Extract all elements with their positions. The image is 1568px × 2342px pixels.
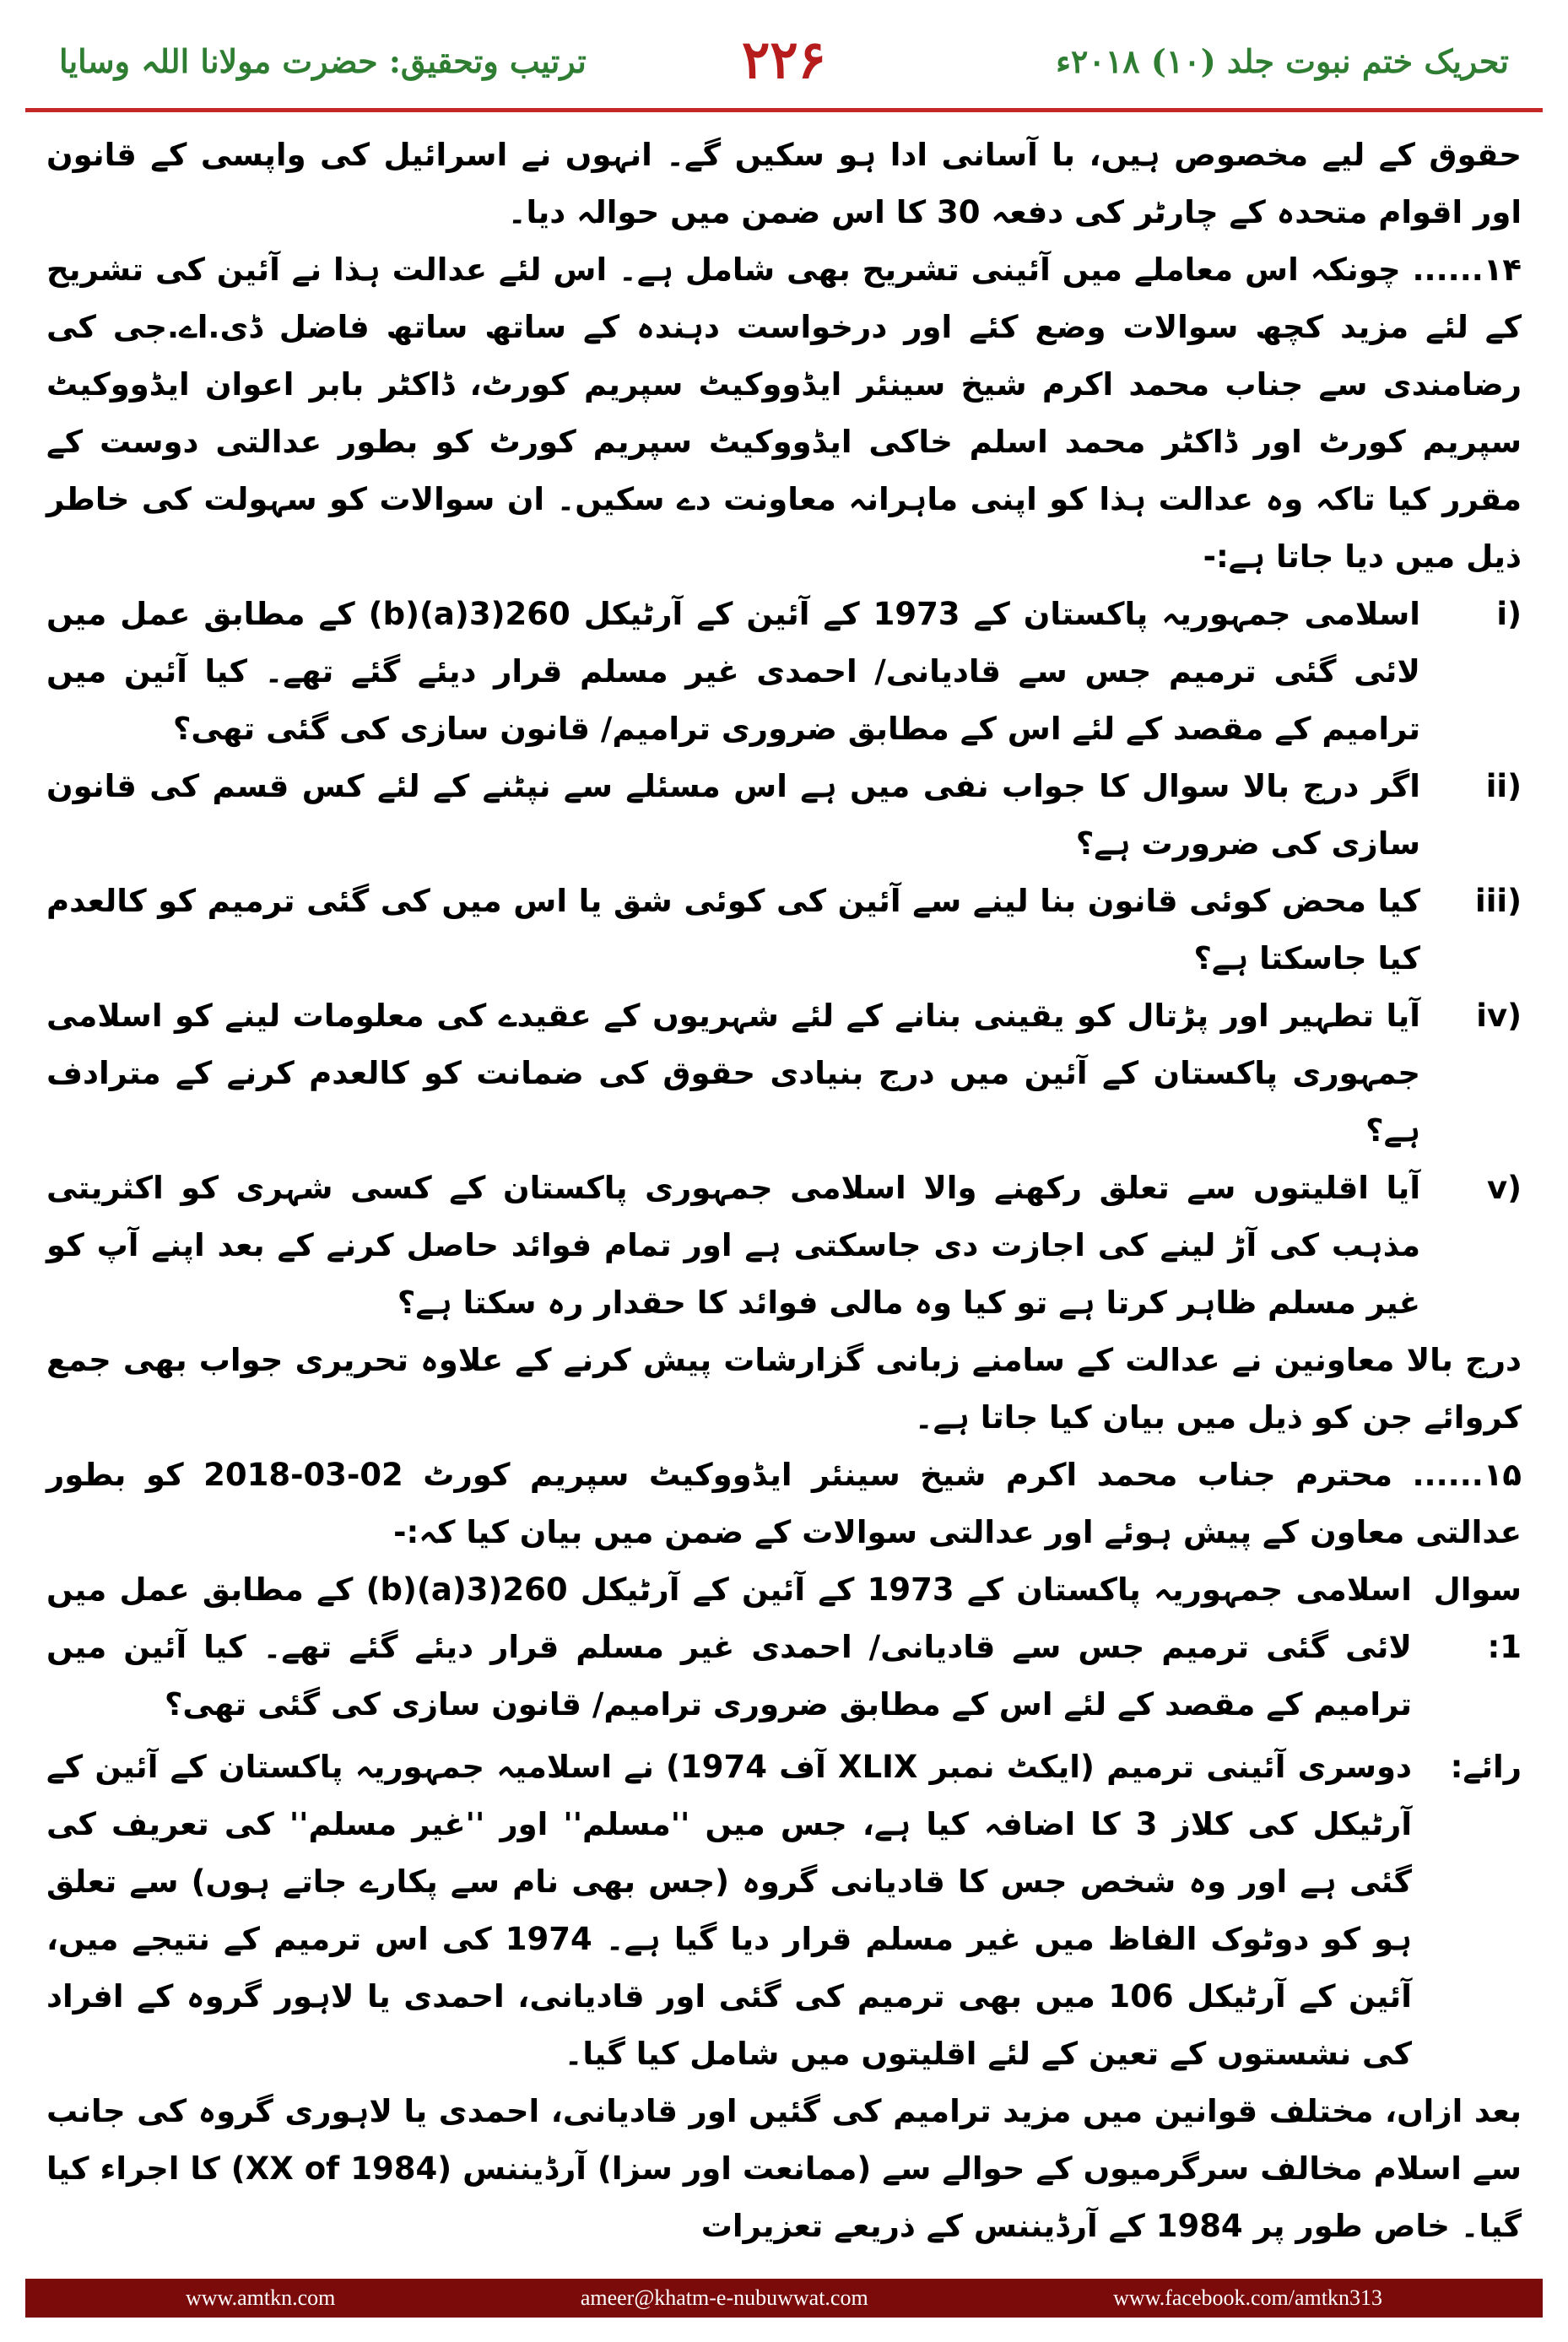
header-book-title: تحریک ختم نبوت جلد (۱۰) ۲۰۱۸ء [1056,42,1509,80]
question-iii [46,873,1522,987]
question-1 [46,1561,1522,1734]
question-text: اسلامی جمہوریہ پاکستان کے 1973 کے آئین کے آرٹیکل 260(3(a)(b) کے مطابق عمل میں لائی گئی ترمیم جس سے قادیانی/ احمدی غیر مسلم قرار دیئے گئے تھے۔ کیا آئین میں ترامیم کے مقصد کے لئے اس کے مطابق ضروری ترامیم/ قانون سازی کی گئی تھی؟ [46,596,1420,747]
opinion-text: دوسری آئینی ترمیم (ایکٹ نمبر XLIX آف 1974) نے اسلامیہ جمہوریہ پاکستان کے آئین کے آرٹیکل کی کلاز 3 کا اضافہ کیا ہے، جس میں ''مسلم'' اور ''غیر مسلم'' کی تعریف کی گئی ہے اور وہ شخص جس کا قادیانی گروہ (جس بھی نام سے پکارے جاتے ہوں) سے تعلق ہو کو دوٹوک الفاظ میں غیر مسلم قرار دیا گیا ہے۔ 1974 کی اس ترمیم کے نتیجے میں، آئین کے آرٹیکل 106 میں بھی ترمیم کی گئی اور قادیانی، احمدی یا لاہور گروہ کے افراد کی نشستوں کے تعین کے لئے اقلیتوں میں شامل کیا گیا۔ [46,1749,1413,2072]
email-link[interactable]: ameer@khatm-e-nubuwwat.com [580,2285,868,2310]
facebook-link[interactable]: www.facebook.com/amtkn313 [1113,2285,1382,2310]
website-link[interactable]: www.amtkn.com [186,2285,336,2310]
question-text: کیا محض کوئی قانون بنا لینے سے آئین کی کوئی شق یا اس میں کی گئی ترمیم کو کالعدم کیا جاسکتا ہے؟ [46,883,1420,976]
question-marker: ii) [1485,768,1522,804]
paragraph-2 [46,241,1522,586]
question-marker: iii) [1475,883,1522,919]
question-i [46,586,1522,758]
header-compiler: ترتیب وتحقیق: حضرت مولانا اللہ وسایا [59,42,587,80]
paragraph-3: درج بالا معاونین نے عدالت کے سامنے زبانی گزارشات پیش کرنے کے علاوہ تحریری جواب بھی جمع کروائے جن کو ذیل میں بیان کیا جاتا ہے۔ [46,1342,1522,1436]
header-divider [25,108,1543,112]
paragraph-5: بعد ازاں، مختلف قوانین میں مزید ترامیم کی گئیں اور قادیانی، احمدی یا لاہوری گروہ کی جانب سے اسلام مخالف سرگرمیوں کے حوالے سے (ممانعت اور سزا) آرڈیننس (XX of 1984) کا اجراء کیا گیا۔ خاص طور پر 1984 کے آرڈیننس کے ذریعے تعزیرات [46,2093,1522,2244]
paragraph-2-text: چونکہ اس معاملے میں آئینی تشریح بھی شامل ہے۔ اس لئے عدالت ہذا نے آئین کی تشریح کے لئے مزید کچھ سوالات وضع کئے اور درخواست دہندہ کے ساتھ ساتھ فاضل ڈی.اے.جی کی رضامندی سے جناب محمد اکرم شیخ سینئر ایڈووکیٹ سپریم کورٹ، ڈاکٹر بابر اعوان ایڈووکیٹ سپریم کورٹ اور ڈاکٹر محمد اسلم خاکی ایڈووکیٹ سپریم کورٹ کو بطور عدالتی دوست کے مقرر کیا تاکہ وہ عدالت ہذا کو اپنی ماہرانہ معاونت دے سکیں۔ ان سوالات کو سہولت کی خاطر ذیل میں دیا جاتا ہے:- [46,252,1522,575]
page-footer [25,2279,1543,2318]
page-body [46,127,1522,2255]
paragraph-4 [46,1447,1522,1561]
paragraph-4-text: محترم جناب محمد اکرم شیخ سینئر ایڈووکیٹ سپریم کورٹ 02-03-2018 کو بطور عدالتی معاون کے پیش ہوئے اور عدالتی سوالات کے ضمن میں بیان کیا کہ:- [46,1457,1522,1550]
page-number: ۲۲۶ [742,29,826,90]
question-ii [46,758,1522,873]
paragraph-number: ۱۵...... [1412,1457,1522,1493]
paragraph-1: حقوق کے لیے مخصوص ہیں، با آسانی ادا ہو سکیں گے۔ انہوں نے اسرائیل کی واپسی کے قانون اور اقوام متحدہ کے چارٹر کی دفعہ 30 کا اس ضمن میں حوالہ دیا۔ [46,137,1522,230]
paragraph-number: ۱۴...... [1412,252,1522,288]
question-v [46,1160,1522,1332]
opinion-1 [46,1739,1522,2083]
question-text: آیا تطہیر اور پڑتال کو یقینی بنانے کے لئے شہریوں کے عقیدے کی معلومات لینے کو اسلامی جمہوری پاکستان کے آئین میں درج بنیادی حقوق کی ضمانت کو کالعدم کرنے کے مترادف ہے؟ [46,998,1420,1149]
question-marker: iv) [1476,998,1522,1034]
page-header [25,17,1543,110]
opinion-label: رائے: [1450,1749,1522,1785]
question-text: اگر درج بالا سوال کا جواب نفی میں ہے اس مسئلے سے نپٹنے کے لئے کس قسم کی قانون سازی کی ضرورت ہے؟ [46,768,1420,862]
question-label: سوال 1: [1433,1571,1522,1665]
question-iv [46,987,1522,1160]
question-marker: i) [1496,596,1522,632]
question-marker: v) [1486,1170,1522,1206]
question-text: آیا اقلیتوں سے تعلق رکھنے والا اسلامی جمہوری پاکستان کے کسی شہری کو اکثریتی مذہب کی آڑ لینے کی اجازت دی جاسکتی ہے اور تمام فوائد حاصل کرنے کے بعد اپنے آپ کو غیر مسلم ظاہر کرتا ہے تو کیا وہ مالی فوائد کا حقدار رہ سکتا ہے؟ [46,1170,1420,1321]
question-text: اسلامی جمہوریہ پاکستان کے 1973 کے آئین کے آرٹیکل 260(3(a)(b) کے مطابق عمل میں لائی گئی ترمیم جس سے قادیانی/ احمدی غیر مسلم قرار دیئے گئے تھے۔ کیا آئین میں ترامیم کے مقصد کے لئے اس کے مطابق ضروری ترامیم/ قانون سازی کی گئی تھی؟ [46,1571,1412,1723]
